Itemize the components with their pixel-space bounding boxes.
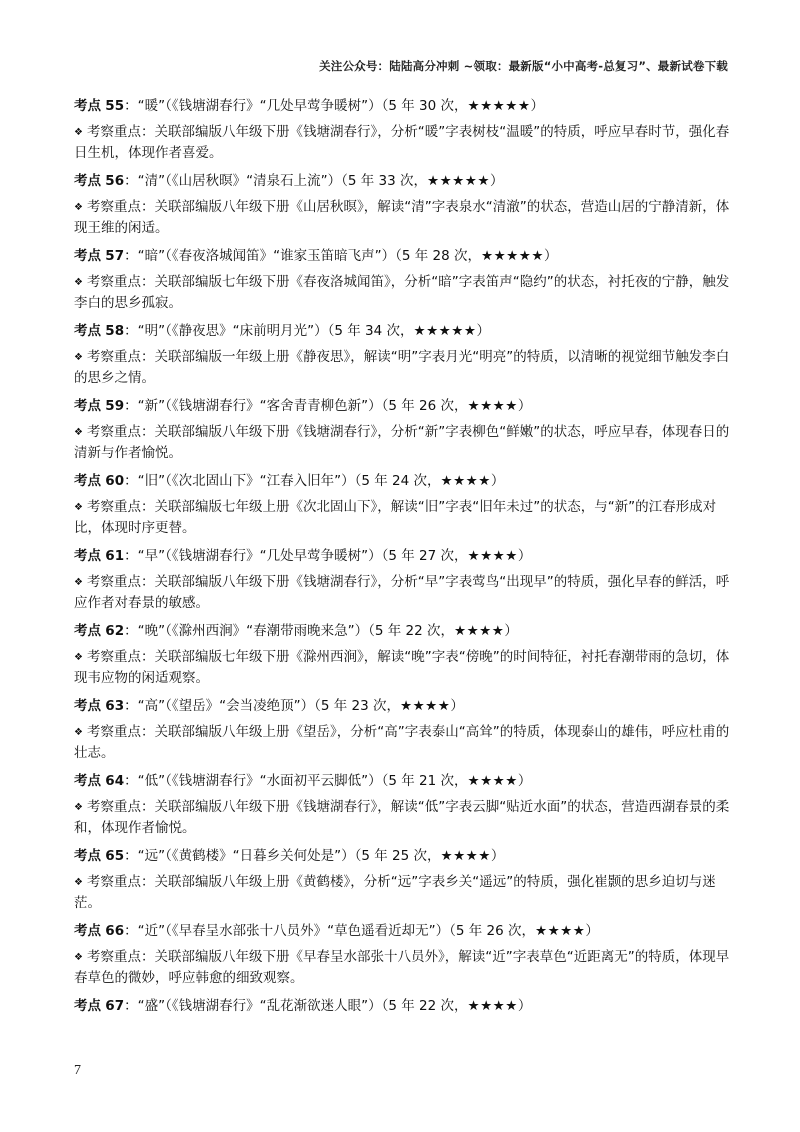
exam-point-item <box>74 321 730 389</box>
exam-focus-note <box>74 497 730 539</box>
exam-focus-text: 考察重点：关联部编版八年级下册《钱塘湖春行》，分析“暖”字表树枝“温暖”的特质，呼应早春时节，强化春日生机，体现作者喜爱。 <box>74 124 730 161</box>
exam-point-number: 58 <box>105 323 125 339</box>
exam-point-heading <box>74 621 730 642</box>
exam-point-heading <box>74 246 730 267</box>
exam-focus-text: 考察重点：关联部编版八年级上册《黄鹤楼》，分析“远”字表乡关“遥远”的特质，强化崔颢的思乡迫切与迷茫。 <box>74 874 716 911</box>
exam-focus-note <box>74 422 730 464</box>
exam-point-item <box>74 246 730 314</box>
diamond-bullet-icon: ❖ <box>74 802 83 813</box>
exam-point-item <box>74 96 730 164</box>
exam-point-label: 考点 <box>74 248 101 264</box>
diamond-bullet-icon: ❖ <box>74 502 83 513</box>
closing-paren: ） <box>490 848 505 864</box>
closing-paren: ） <box>517 773 532 789</box>
closing-paren: ） <box>476 323 490 339</box>
exam-point-title: ：“低”（《钱塘湖春行》“水面初平云脚低”）（5 年 21 次， <box>124 773 468 789</box>
exam-point-heading <box>74 546 730 567</box>
exam-point-label: 考点 <box>74 923 101 939</box>
exam-point-number: 57 <box>105 248 125 264</box>
exam-focus-text: 考察重点：关联部编版七年级上册《次北固山下》，解读“旧”字表“旧年未过”的状态，与“新”的江春形成对比，体现时序更替。 <box>74 499 717 536</box>
exam-point-item <box>74 171 730 239</box>
exam-point-label: 考点 <box>74 698 101 714</box>
closing-paren: ） <box>489 173 504 189</box>
exam-point-heading <box>74 846 730 867</box>
frequency-stars: ★★★★★ <box>467 98 531 114</box>
exam-point-label: 考点 <box>74 173 101 189</box>
exam-point-heading <box>74 471 730 492</box>
diamond-bullet-icon: ❖ <box>74 427 83 438</box>
exam-point-label: 考点 <box>74 848 101 864</box>
exam-point-label: 考点 <box>74 998 101 1014</box>
frequency-stars: ★★★★ <box>467 773 518 789</box>
exam-focus-note <box>74 947 730 989</box>
exam-point-number: 59 <box>105 398 125 414</box>
frequency-stars: ★★★★ <box>440 848 491 864</box>
frequency-stars: ★★★★ <box>534 923 586 939</box>
exam-point-heading <box>74 696 730 717</box>
diamond-bullet-icon: ❖ <box>74 352 83 363</box>
exam-focus-note <box>74 347 730 389</box>
exam-focus-note <box>74 872 730 914</box>
exam-focus-note <box>74 722 730 764</box>
exam-point-number: 65 <box>105 848 125 864</box>
exam-focus-note <box>74 572 730 614</box>
page-number: 7 <box>74 1063 81 1078</box>
exam-point-number: 55 <box>105 98 125 114</box>
frequency-stars: ★★★★ <box>467 398 518 414</box>
exam-point-number: 56 <box>105 173 125 189</box>
exam-point-item <box>74 771 730 839</box>
frequency-stars: ★★★★★ <box>480 248 544 264</box>
exam-point-title: ：“明”（《静夜思》“床前明月光”）（5 年 34 次， <box>124 323 414 339</box>
diamond-bullet-icon: ❖ <box>74 277 83 288</box>
exam-point-title: ：“近”（《早春呈水部张十八员外》“草色遥看近却无”）（5 年 26 次， <box>124 923 535 939</box>
exam-point-title: ：“暖”（《钱塘湖春行》“几处早莺争暖树”）（5 年 30 次， <box>124 98 468 114</box>
exam-focus-text: 考察重点：关联部编版八年级上册《望岳》，分析“高”字表泰山“高耸”的特质，体现泰山的雄伟，呼应杜甫的壮志。 <box>74 724 730 761</box>
frequency-stars: ★★★★ <box>453 623 505 639</box>
exam-focus-text: 考察重点：关联部编版八年级下册《早春呈水部张十八员外》，解读“近”字表草色“近距离无”的特质，体现早春草色的微妙，呼应韩愈的细致观察。 <box>74 949 730 986</box>
exam-point-item <box>74 696 730 764</box>
exam-point-label: 考点 <box>74 773 101 789</box>
exam-focus-text: 考察重点：关联部编版一年级上册《静夜思》，解读“明”字表月光“明亮”的特质，以清晰的视觉细节触发李白的思乡之情。 <box>74 349 730 386</box>
document-body <box>74 96 730 1022</box>
exam-point-label: 考点 <box>74 398 101 414</box>
exam-focus-note <box>74 647 730 689</box>
exam-point-number: 63 <box>105 698 125 714</box>
exam-point-label: 考点 <box>74 548 101 564</box>
exam-point-label: 考点 <box>74 623 101 639</box>
exam-point-title: ：“清”（《山居秋暝》“清泉石上流”）（5 年 33 次， <box>124 173 427 189</box>
exam-point-number: 67 <box>105 998 125 1014</box>
exam-point-title: ：“晚”（《滁州西涧》“春潮带雨晚来急”）（5 年 22 次， <box>124 623 454 639</box>
exam-point-heading <box>74 96 730 117</box>
exam-point-item <box>74 996 730 1017</box>
exam-focus-text: 考察重点：关联部编版八年级下册《山居秋暝》，解读“清”字表泉水“清澈”的状态，营造山居的宁静清新，体现王维的闲适。 <box>74 199 730 236</box>
closing-paren: ） <box>490 473 505 489</box>
diamond-bullet-icon: ❖ <box>74 202 83 213</box>
diamond-bullet-icon: ❖ <box>74 127 83 138</box>
exam-point-heading <box>74 321 730 342</box>
exam-point-number: 64 <box>105 773 125 789</box>
exam-point-number: 62 <box>105 623 125 639</box>
exam-point-item <box>74 396 730 464</box>
exam-point-number: 66 <box>105 923 125 939</box>
exam-point-heading <box>74 396 730 417</box>
exam-point-number: 60 <box>105 473 125 489</box>
frequency-stars: ★★★★★ <box>426 173 490 189</box>
exam-focus-note <box>74 797 730 839</box>
closing-paren: ） <box>530 98 544 114</box>
frequency-stars: ★★★★ <box>467 998 518 1014</box>
exam-point-label: 考点 <box>74 98 101 114</box>
exam-point-item <box>74 921 730 989</box>
exam-point-item <box>74 546 730 614</box>
closing-paren: ） <box>543 248 558 264</box>
closing-paren: ） <box>517 998 532 1014</box>
exam-point-item <box>74 471 730 539</box>
exam-point-item <box>74 846 730 914</box>
exam-point-title: ：“早”（《钱塘湖春行》“几处早莺争暖树”）（5 年 27 次， <box>124 548 468 564</box>
exam-point-title: ：“盛”（《钱塘湖春行》“乱花渐欲迷人眼”）（5 年 22 次， <box>124 998 468 1014</box>
frequency-stars: ★★★★ <box>399 698 451 714</box>
exam-focus-note <box>74 197 730 239</box>
exam-point-item <box>74 621 730 689</box>
frequency-stars: ★★★★★ <box>413 323 477 339</box>
frequency-stars: ★★★★ <box>440 473 491 489</box>
closing-paren: ） <box>504 623 518 639</box>
diamond-bullet-icon: ❖ <box>74 652 83 663</box>
exam-point-heading <box>74 171 730 192</box>
exam-focus-note <box>74 122 730 164</box>
exam-point-heading <box>74 771 730 792</box>
closing-paren: ） <box>517 398 532 414</box>
exam-point-label: 考点 <box>74 473 101 489</box>
diamond-bullet-icon: ❖ <box>74 877 83 888</box>
exam-point-heading <box>74 921 730 942</box>
closing-paren: ） <box>517 548 532 564</box>
exam-point-title: ：“暗”（《春夜洛城闻笛》“谁家玉笛暗飞声”）（5 年 28 次， <box>124 248 481 264</box>
exam-focus-text: 考察重点：关联部编版八年级下册《钱塘湖春行》，分析“新”字表柳色“鲜嫩”的状态，呼应早春，体现春日的清新与作者愉悦。 <box>74 424 730 461</box>
page-header: 关注公众号：陆陆高分冲刺 ~领取：最新版“小中高考-总复习”、最新试卷下载 <box>319 59 728 73</box>
exam-focus-text: 考察重点：关联部编版八年级下册《钱塘湖春行》，分析“早”字表莺鸟“出现早”的特质，强化早春的鲜活，呼应作者对春景的敏感。 <box>74 574 730 611</box>
exam-point-heading <box>74 996 730 1017</box>
exam-focus-text: 考察重点：关联部编版七年级下册《春夜洛城闻笛》，分析“暗”字表笛声“隐约”的状态，衬托夜的宁静，触发李白的思乡孤寂。 <box>74 274 730 311</box>
frequency-stars: ★★★★ <box>467 548 518 564</box>
exam-point-label: 考点 <box>74 323 101 339</box>
exam-point-title: ：“旧”（《次北固山下》“江春入旧年”）（5 年 24 次， <box>124 473 441 489</box>
diamond-bullet-icon: ❖ <box>74 727 83 738</box>
diamond-bullet-icon: ❖ <box>74 952 83 963</box>
closing-paren: ） <box>450 698 464 714</box>
diamond-bullet-icon: ❖ <box>74 577 83 588</box>
exam-point-title: ：“新”（《钱塘湖春行》“客舍青青柳色新”）（5 年 26 次， <box>124 398 468 414</box>
exam-focus-note <box>74 272 730 314</box>
exam-focus-text: 考察重点：关联部编版八年级下册《钱塘湖春行》，解读“低”字表云脚“贴近水面”的状态，营造西湖春景的柔和，体现作者愉悦。 <box>74 799 730 836</box>
exam-point-title: ：“高”（《望岳》“会当凌绝顶”）（5 年 23 次， <box>124 698 400 714</box>
exam-focus-text: 考察重点：关联部编版七年级下册《滁州西涧》，解读“晚”字表“傍晚”的时间特征，衬托春潮带雨的急切，体现韦应物的闲适观察。 <box>74 649 730 686</box>
exam-point-number: 61 <box>105 548 125 564</box>
closing-paren: ） <box>585 923 599 939</box>
exam-point-title: ：“远”（《黄鹤楼》“日暮乡关何处是”）（5 年 25 次， <box>124 848 441 864</box>
